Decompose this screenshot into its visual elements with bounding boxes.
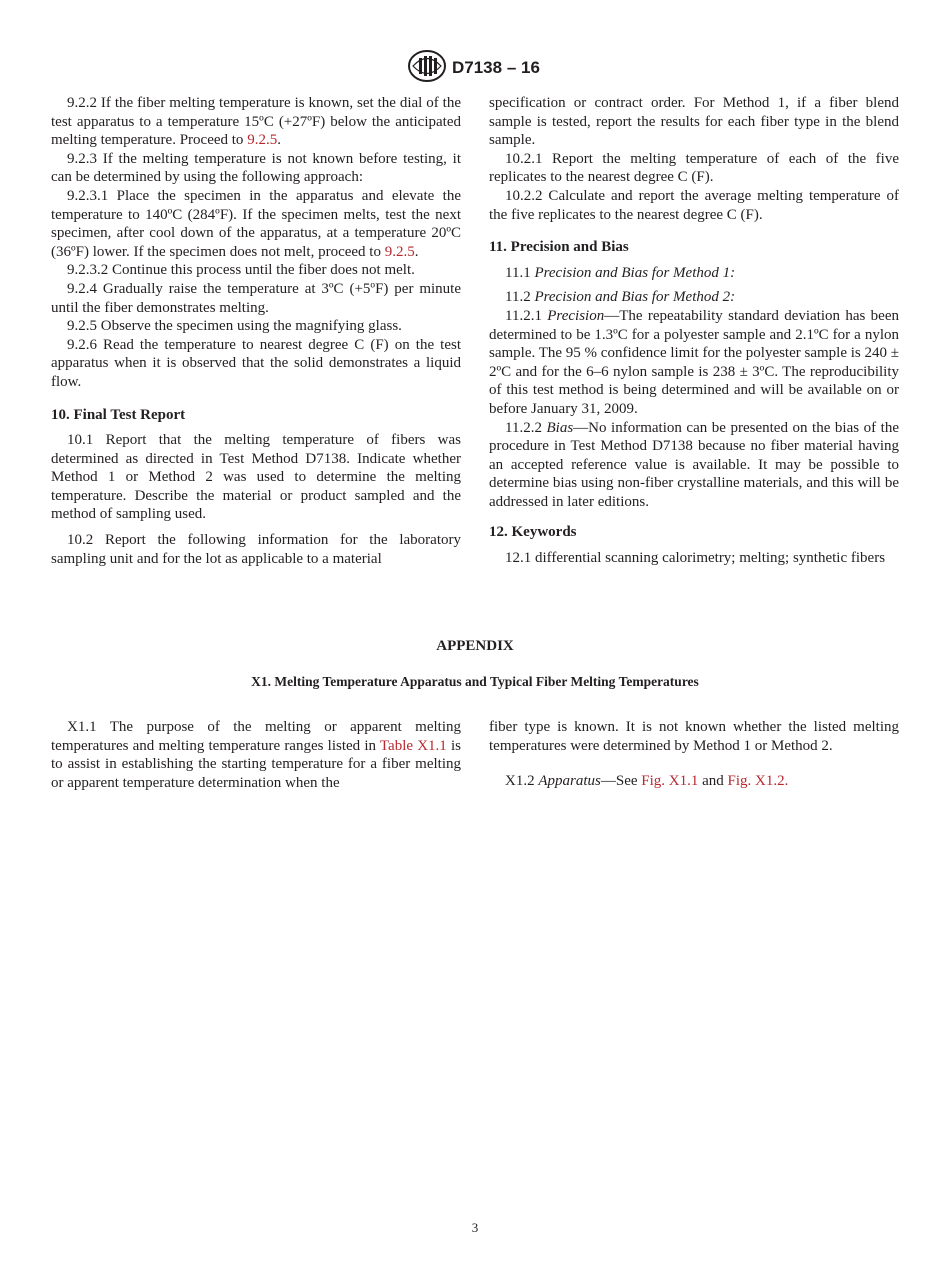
page-number: 3 xyxy=(471,1220,479,1235)
paragraph-x1-1: X1.1 The purpose of the melting or apparent melting temperatures and melting temperature ranges listed in Table X1.1 is to assist in establishing the starting temperature for a fiber melting or apparent temperature determination when the xyxy=(51,719,461,791)
appendix-right-column xyxy=(489,718,899,791)
figure-link-x1-2[interactable]: Fig. X1.2 xyxy=(727,773,785,790)
paragraph-9-2-4: 9.2.4 Gradually raise the temperature at 3ºC (+5ºF) per minute until the fiber demonstrates melting. xyxy=(51,280,461,316)
section-link-9-2-5[interactable]: 9.2.5 xyxy=(247,132,278,149)
paragraph-9-2-6: 9.2.6 Read the temperature to nearest degree C (F) on the test apparatus when it is observed that the solid demonstrates a liquid flow. xyxy=(51,336,461,390)
paragraph-x1-2: X1.2 Apparatus—See Fig. X1.1 and Fig. X1.2. xyxy=(505,773,789,790)
paragraph-9-2-3-2: 9.2.3.2 Continue this process until the fiber does not melt. xyxy=(67,262,415,279)
paragraph-11-1: 11.1 Precision and Bias for Method 1: xyxy=(505,264,736,281)
table-link-x1-1[interactable]: Table X1.1 xyxy=(379,737,447,754)
paragraph-10-2-1: 10.2.1 Report the melting temperature of each of the five replicates to the nearest degree C (F). xyxy=(489,150,899,186)
paragraph-x1-1-continued: fiber type is known. It is not known whether the listed melting temperatures were determined by Method 1 or Method 2. xyxy=(489,719,899,754)
paragraph-9-2-3: 9.2.3 If the melting temperature is not known before testing, it can be determined by using the following approach: xyxy=(51,150,461,186)
paragraph-10-1: 10.1 Report that the melting temperature of fibers was determined as directed in Test Method D7138. Indicate whether Method 1 or Method 2 was used to determine the melting temperature. Describe the material or product sampled and the method of sampling used. xyxy=(51,432,461,523)
section-heading-10: 10. Final Test Report xyxy=(51,406,186,423)
appendix-title: APPENDIX xyxy=(436,638,514,654)
astm-logo-icon xyxy=(407,49,447,83)
paragraph-12-1: 12.1 differential scanning calorimetry; melting; synthetic fibers xyxy=(505,550,886,567)
paragraph-11-2-1: 11.2.1 Precision—The repeatability standard deviation has been determined to be 1.3ºC for a polyester sample and 2.1ºC for a nylon sample. The 95 % confidence limit for the polyester sample is 240 ± 2ºC and for the 6–6 nylon sample is 238 ± 3ºC. The reproducibility of this test method is being determined and will be available on or before January 31, 2009. xyxy=(489,307,899,417)
paragraph-9-2-5: 9.2.5 Observe the specimen using the magnifying glass. xyxy=(67,318,402,335)
paragraph-10-2-2: 10.2.2 Calculate and report the average melting temperature of the five replicates to the nearest degree C (F). xyxy=(489,187,899,223)
appendix-x1-title: X1. Melting Temperature Apparatus and Typical Fiber Melting Temperatures xyxy=(251,674,699,689)
paragraph-9-2-3-1: 9.2.3.1 Place the specimen in the apparatus and elevate the temperature to 140ºC (284ºF). If the specimen melts, test the next specimen, after cool down of the apparatus, at a temperature 20ºC (36ºF) lower. If the specimen does not melt, proceed to 9.2.5. xyxy=(51,187,461,260)
document-code: D7138 – 16 xyxy=(452,58,540,77)
section-heading-12: 12. Keywords xyxy=(489,524,577,541)
appendix-left-column xyxy=(51,718,461,792)
right-column xyxy=(489,94,899,568)
paragraph-11-2: 11.2 Precision and Bias for Method 2: xyxy=(505,289,736,306)
paragraph-11-2-2: 11.2.2 Bias—No information can be presented on the bias of the procedure in Test Method D7138 because no fiber material having an accepted reference value is available. It may be possible to determine bias using non-fiber crystalline materials, and this will be addressed in later editions. xyxy=(489,419,899,510)
paragraph-10-2-continued: specification or contract order. For Method 1, if a fiber blend sample is tested, report the results for each fiber type in the blend sample. xyxy=(489,95,899,149)
section-heading-11: 11. Precision and Bias xyxy=(489,239,629,256)
page-header xyxy=(0,48,950,88)
section-link-9-2-5[interactable]: 9.2.5 xyxy=(384,243,415,260)
left-column xyxy=(51,94,461,568)
paragraph-9-2-2: 9.2.2 If the fiber melting temperature is known, set the dial of the test apparatus to a temperature 15ºC (+27ºF) below the anticipated melting temperature. Proceed to 9.2.5. xyxy=(51,95,461,149)
figure-link-x1-1[interactable]: Fig. X1.1 xyxy=(641,773,699,790)
paragraph-10-2: 10.2 Report the following information for the laboratory sampling unit and for the lot as applicable to a material xyxy=(51,532,461,567)
